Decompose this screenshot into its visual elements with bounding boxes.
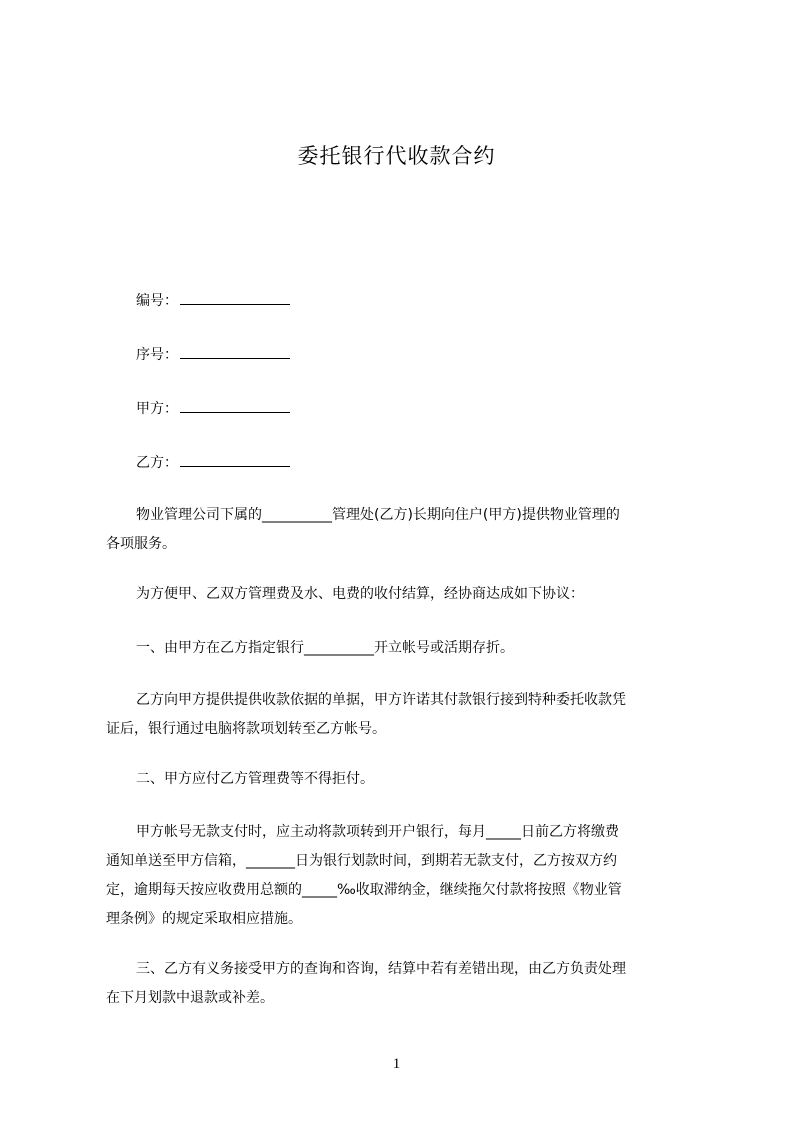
- paragraph-line: 三、乙方有义务接受甲方的查询和咨询，结算中若有差错出现，由乙方负责处理: [136, 961, 626, 977]
- paragraph-intro: [106, 501, 700, 559]
- paragraph-line: 在下月划款中退款或补差。: [106, 990, 274, 1006]
- field-party-a-label: 甲方：: [136, 401, 178, 417]
- paragraph-clause-3: [106, 955, 700, 1013]
- field-number-label: 编号：: [136, 293, 178, 309]
- field-sequence: [136, 344, 290, 365]
- field-party-b-label: 乙方：: [136, 455, 178, 471]
- paragraph-line: 各项服务。: [106, 536, 176, 552]
- paragraph-clause-2: [106, 765, 700, 794]
- paragraph-line: 为方便甲、乙双方管理费及水、电费的收付结算，经协商达成如下协议：: [136, 586, 584, 602]
- paragraph-clause-1-detail: [106, 686, 700, 744]
- paragraph-line: 理条例》的规定采取相应措施。: [106, 911, 302, 927]
- paragraph-line: 乙方向甲方提供提供收款依据的单据，甲方许诺其付款银行接到特种委托收款凭: [136, 692, 626, 708]
- page-number: 1: [392, 1056, 401, 1072]
- paragraph-line: 一、由甲方在乙方指定银行__________开立帐号或活期存折。: [136, 640, 514, 656]
- document-title: 委托银行代收款合约: [297, 144, 496, 168]
- paragraph-purpose: [106, 580, 700, 609]
- field-number-blank: [180, 290, 290, 305]
- field-party-b-blank: [180, 452, 290, 467]
- paragraph-clause-1: [106, 634, 700, 663]
- field-party-a-blank: [180, 398, 290, 413]
- paragraph-line: 通知单送至甲方信箱，_______日为银行划款时间，到期若无款支付，乙方按双方约: [106, 853, 617, 869]
- paragraph-line: 物业管理公司下属的__________管理处(乙方)长期向住户(甲方)提供物业管理的: [136, 507, 620, 523]
- paragraph-line: 二、甲方应付乙方管理费等不得拒付。: [136, 771, 374, 787]
- field-sequence-blank: [180, 344, 290, 359]
- paragraph-clause-2-detail: [106, 818, 700, 934]
- field-party-b: [136, 452, 290, 473]
- field-number: [136, 290, 290, 311]
- paragraph-line: 甲方帐号无款支付时，应主动将款项转到开户银行，每月_____日前乙方将缴费: [136, 824, 619, 840]
- paragraph-line: 定，逾期每天按应收费用总额的_____‰收取滞纳金，继续拖欠付款将按照《物业管: [106, 882, 622, 898]
- paragraph-line: 证后，银行通过电脑将款项划转至乙方帐号。: [106, 721, 386, 737]
- field-party-a: [136, 398, 290, 419]
- field-sequence-label: 序号：: [136, 347, 178, 363]
